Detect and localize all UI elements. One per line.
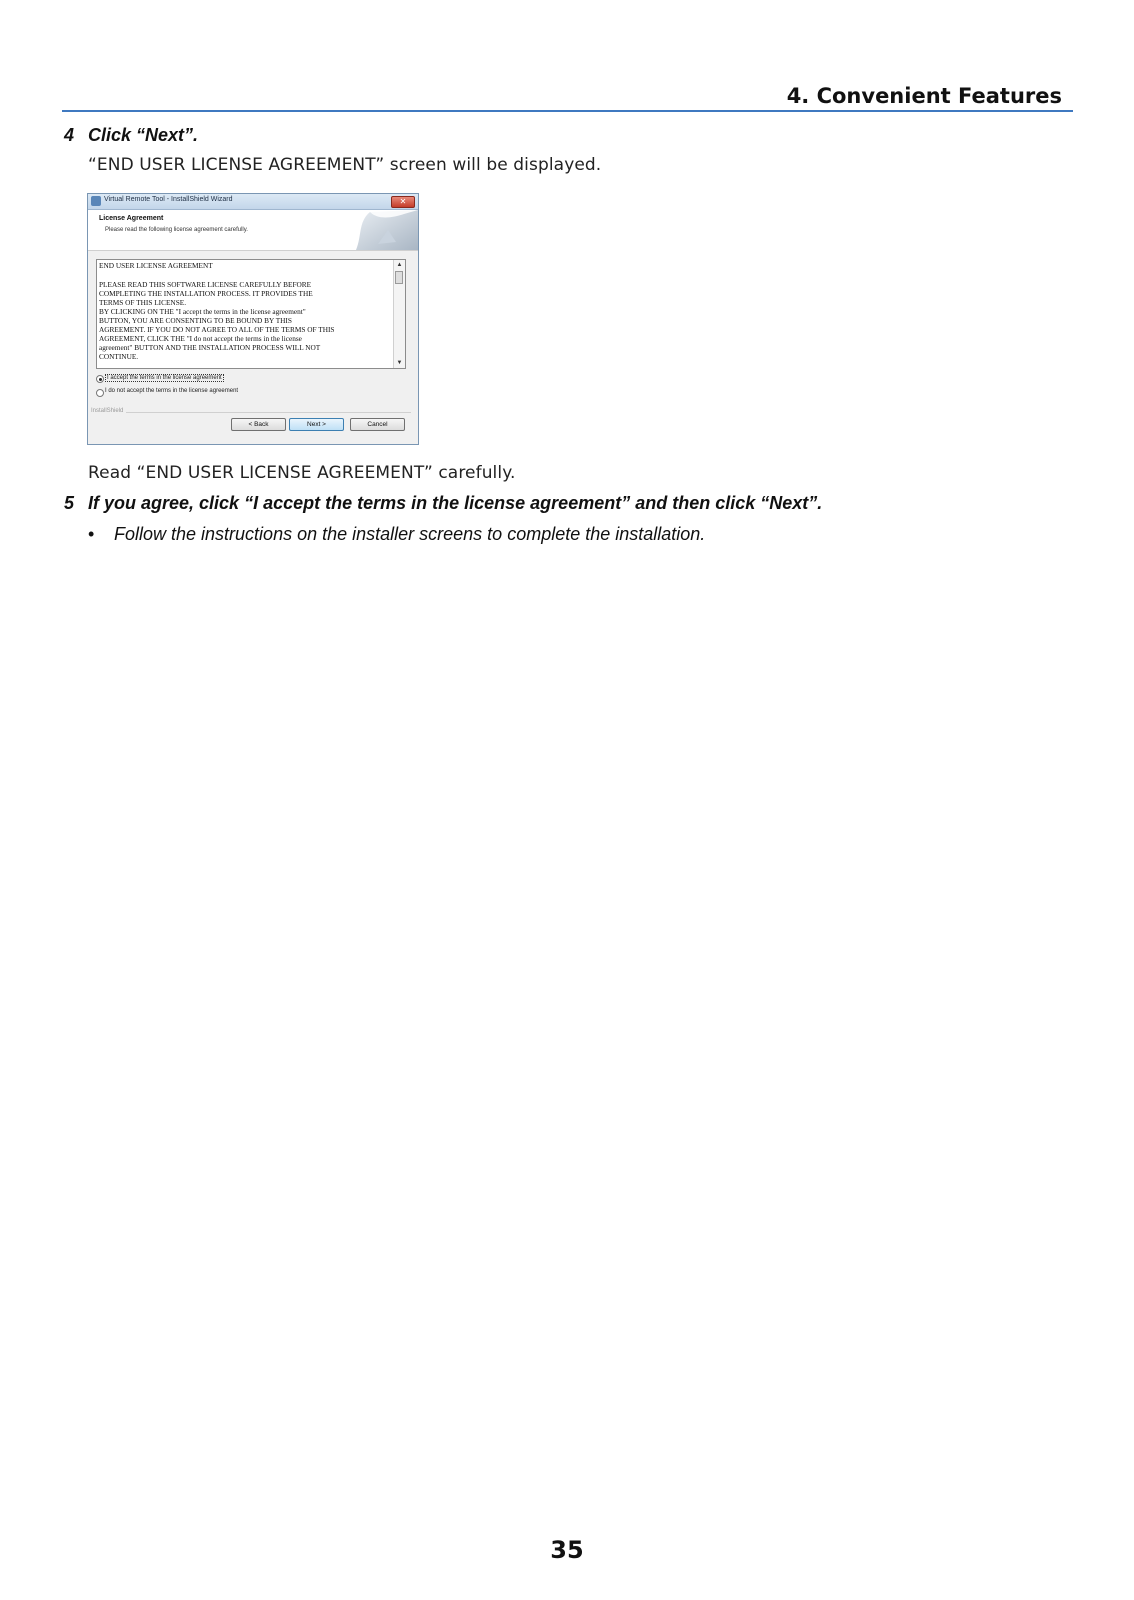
decline-radio-label[interactable]: I do not accept the terms in the license agreement (105, 388, 239, 394)
scroll-up-arrow-icon[interactable]: ▲ (396, 262, 403, 268)
bullet-text: Follow the instructions on the installer screens to complete the installation. (114, 524, 706, 544)
decline-radio[interactable] (96, 389, 104, 397)
page-number: 35 (550, 1536, 584, 1564)
license-line: agreement" BUTTON AND THE INSTALLATION PROCESS WILL NOT (99, 343, 321, 352)
accept-radio[interactable] (96, 375, 104, 383)
installshield-brand: InstallShield (91, 408, 124, 414)
scroll-down-arrow-icon[interactable]: ▼ (396, 360, 403, 366)
license-line: END USER LICENSE AGREEMENT (99, 261, 213, 270)
dialog-close-button[interactable]: ✕ (391, 196, 415, 208)
step-4-number: 4 (64, 125, 75, 145)
license-scrollbar[interactable] (393, 260, 405, 368)
dialog-titlebar (88, 194, 418, 210)
step-4-instruction: Click “Next”. (88, 125, 199, 145)
license-line: TERMS OF THIS LICENSE. (99, 298, 187, 307)
header-divider (62, 110, 1073, 112)
dialog-title: Virtual Remote Tool - InstallShield Wizard (104, 196, 233, 203)
scrollbar-thumb[interactable] (395, 271, 403, 284)
banner-subtitle: Please read the following license agreement carefully. (105, 227, 248, 233)
banner-heading: License Agreement (99, 215, 164, 222)
license-line: CONTINUE. (99, 352, 139, 361)
section-title: 4. Convenient Features (786, 84, 1062, 108)
next-button[interactable]: Next > (289, 418, 344, 431)
installer-dialog-screenshot (87, 193, 419, 445)
read-note: Read “END USER LICENSE AGREEMENT” carefully. (88, 463, 516, 483)
step-5-instruction: If you agree, click “I accept the terms in the license agreement” and then click “Next”. (88, 493, 823, 513)
brand-divider (126, 412, 411, 413)
cancel-button[interactable]: Cancel (350, 418, 405, 431)
license-line: BY CLICKING ON THE "I accept the terms in the license agreement" (99, 307, 306, 316)
step-5-number: 5 (64, 493, 75, 513)
installer-app-icon (91, 196, 101, 206)
license-text-box[interactable] (96, 259, 406, 369)
back-button[interactable]: < Back (231, 418, 286, 431)
accept-radio-label[interactable]: I accept the terms in the license agreement (107, 375, 222, 381)
dialog-banner (88, 210, 418, 251)
license-line: COMPLETING THE INSTALLATION PROCESS. IT PROVIDES THE (99, 289, 313, 298)
license-line: BUTTON, YOU ARE CONSENTING TO BE BOUND BY THIS (99, 316, 292, 325)
bullet-symbol: • (88, 524, 95, 544)
page-curl-graphic-icon (348, 210, 418, 250)
license-line: PLEASE READ THIS SOFTWARE LICENSE CAREFULLY BEFORE (99, 280, 312, 289)
step-4-detail: “END USER LICENSE AGREEMENT” screen will be displayed. (88, 155, 602, 175)
license-line: AGREEMENT. IF YOU DO NOT AGREE TO ALL OF THE TERMS OF THIS (99, 325, 335, 334)
license-line: AGREEMENT, CLICK THE "I do not accept the terms in the license (99, 334, 302, 343)
